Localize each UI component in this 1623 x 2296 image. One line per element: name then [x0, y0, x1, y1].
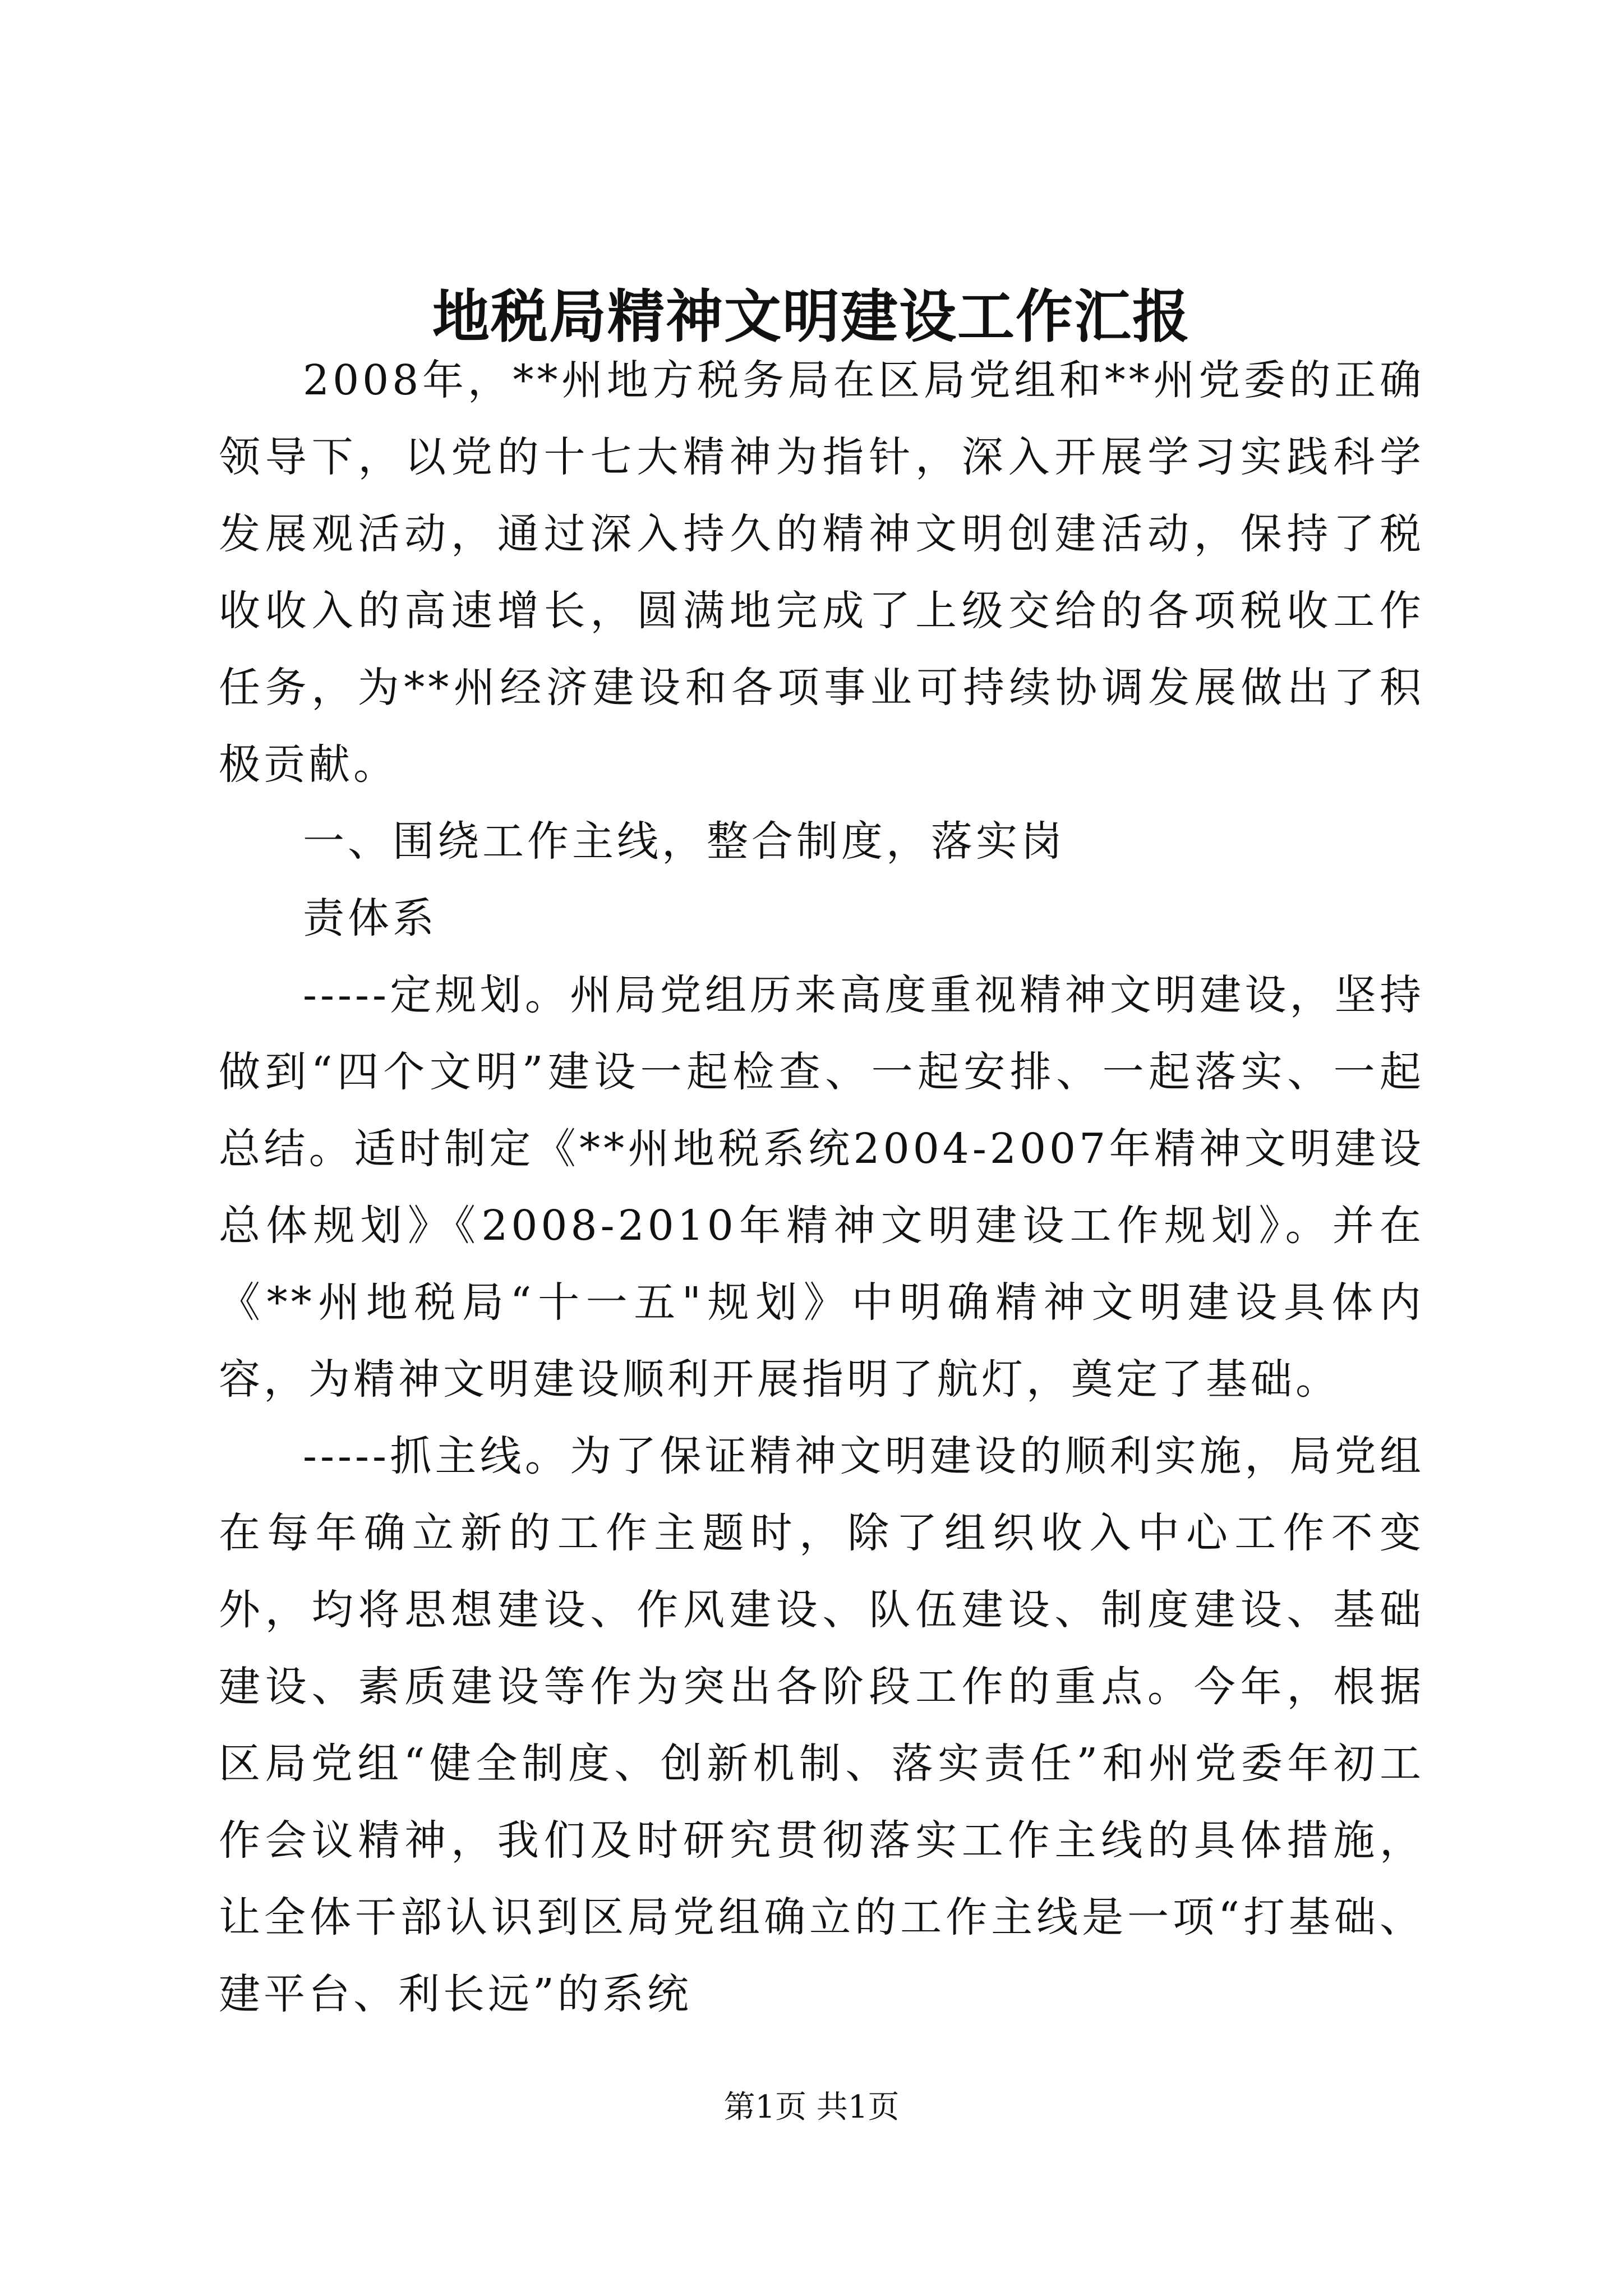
page-footer: 第1页 共1页 — [723, 2089, 900, 2125]
paragraph-intro: 2008年，**州地方税务局在区局党组和**州党委的正确领导下，以党的十七大精神为指针，深入开展学习实践科学发展观活动，通过深入持久的精神文明创建活动，保持了税收收入的高速增长，圆满地完成了上级交给的各项税收工作任务，为**州经济建设和各项事业可持续协调发展做出了积极贡献。 — [219, 356, 1424, 789]
document-title: 地税局精神文明建设工作汇报 — [432, 283, 1191, 351]
document-body — [219, 342, 1424, 2033]
section-heading-1-continued: 责体系 — [303, 894, 437, 942]
paragraph-planning: -----定规划。州局党组历来高度重视精神文明建设，坚持做到“四个文明”建设一起检查、一起安排、一起落实、一起总结。适时制定《**州地税系统2004-2007年精神文明建设总体规划》《2008-2010年精神文明建设工作规划》。并在《**州地税局“十一五"规划》中明确精神文明建设具体内容，为精神文明建设顺利开展指明了航灯，奠定了基础。 — [219, 971, 1424, 1404]
section-heading-1: 一、围绕工作主线，整合制度，落实岗 — [303, 817, 1066, 866]
paragraph-main-line: -----抓主线。为了保证精神文明建设的顺利实施，局党组在每年确立新的工作主题时，除了组织收入中心工作不变外，均将思想建设、作风建设、队伍建设、制度建设、基础建设、素质建设等作为突出各阶段工作的重点。今年，根据区局党组“健全制度、创新机制、落实责任”和州党委年初工作会议精神，我们及时研究贯彻落实工作主线的具体措施，让全体干部认识到区局党组确立的工作主线是一项“打基础、建平台、利长远”的系统 — [219, 1432, 1424, 2018]
